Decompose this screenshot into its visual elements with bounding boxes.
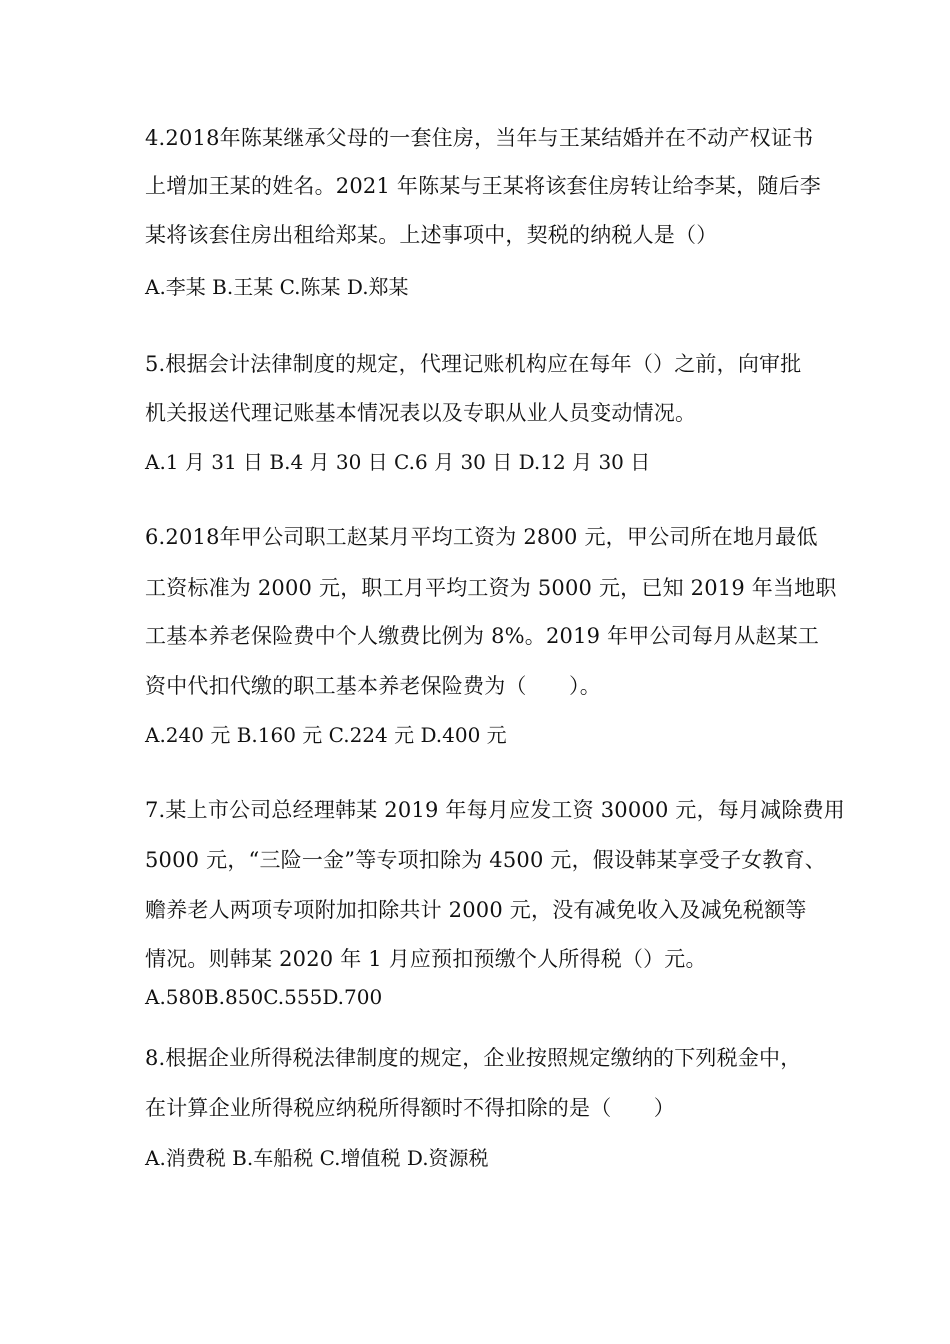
question-7-options: A.580B.850C.555D.700 (145, 985, 383, 1009)
question-6-options: A.240 元 B.160 元 C.224 元 D.400 元 (145, 723, 507, 747)
question-4-options: A.李某 B.王某 C.陈某 D.郑某 (145, 275, 409, 299)
question-6-line-2: 工资标准为 2000 元，职工月平均工资为 5000 元，已知 2019 年当地职 (145, 576, 837, 600)
question-4-line-1: 4.2018年陈某继承父母的一套住房，当年与王某结婚并在不动产权证书 (145, 126, 814, 150)
question-8-line-2: 在计算企业所得税应纳税所得额时不得扣除的是（ ） (145, 1096, 675, 1120)
question-5-line-2: 机关报送代理记账基本情况表以及专职从业人员变动情况。 (145, 401, 697, 425)
question-5-options: A.1 月 31 日 B.4 月 30 日 C.6 月 30 日 D.12 月 30 日 (145, 450, 651, 474)
question-6-line-1: 6.2018年甲公司职工赵某月平均工资为 2800 元，甲公司所在地月最低 (145, 525, 818, 549)
question-7-line-4: 情况。则韩某 2020 年 1 月应预扣预缴个人所得税（）元。 (145, 947, 707, 971)
question-6-line-4: 资中代扣代缴的职工基本养老保险费为（ ）。 (145, 674, 601, 698)
question-6-line-3: 工基本养老保险费中个人缴费比例为 8%。2019 年甲公司每月从赵某工 (145, 624, 820, 648)
question-4-line-2: 上增加王某的姓名。2021 年陈某与王某将该套住房转让给李某，随后李 (145, 174, 821, 198)
question-7-line-2: 5000 元，“三险一金”等专项扣除为 4500 元，假设韩某享受子女教育、 (145, 848, 826, 872)
question-7-line-3: 赡养老人两项专项附加扣除共计 2000 元，没有减免收入及减免税额等 (145, 898, 807, 922)
question-7-line-1: 7.某上市公司总经理韩某 2019 年每月应发工资 30000 元，每月减除费用 (145, 798, 845, 822)
question-5-line-1: 5.根据会计法律制度的规定，代理记账机构应在每年（）之前，向审批 (145, 352, 802, 376)
question-8-line-1: 8.根据企业所得税法律制度的规定，企业按照规定缴纳的下列税金中， (145, 1046, 802, 1070)
question-8-options: A.消费税 B.车船税 C.增值税 D.资源税 (145, 1146, 489, 1170)
question-4-line-3: 某将该套住房出租给郑某。上述事项中，契税的纳税人是（） (145, 223, 718, 247)
